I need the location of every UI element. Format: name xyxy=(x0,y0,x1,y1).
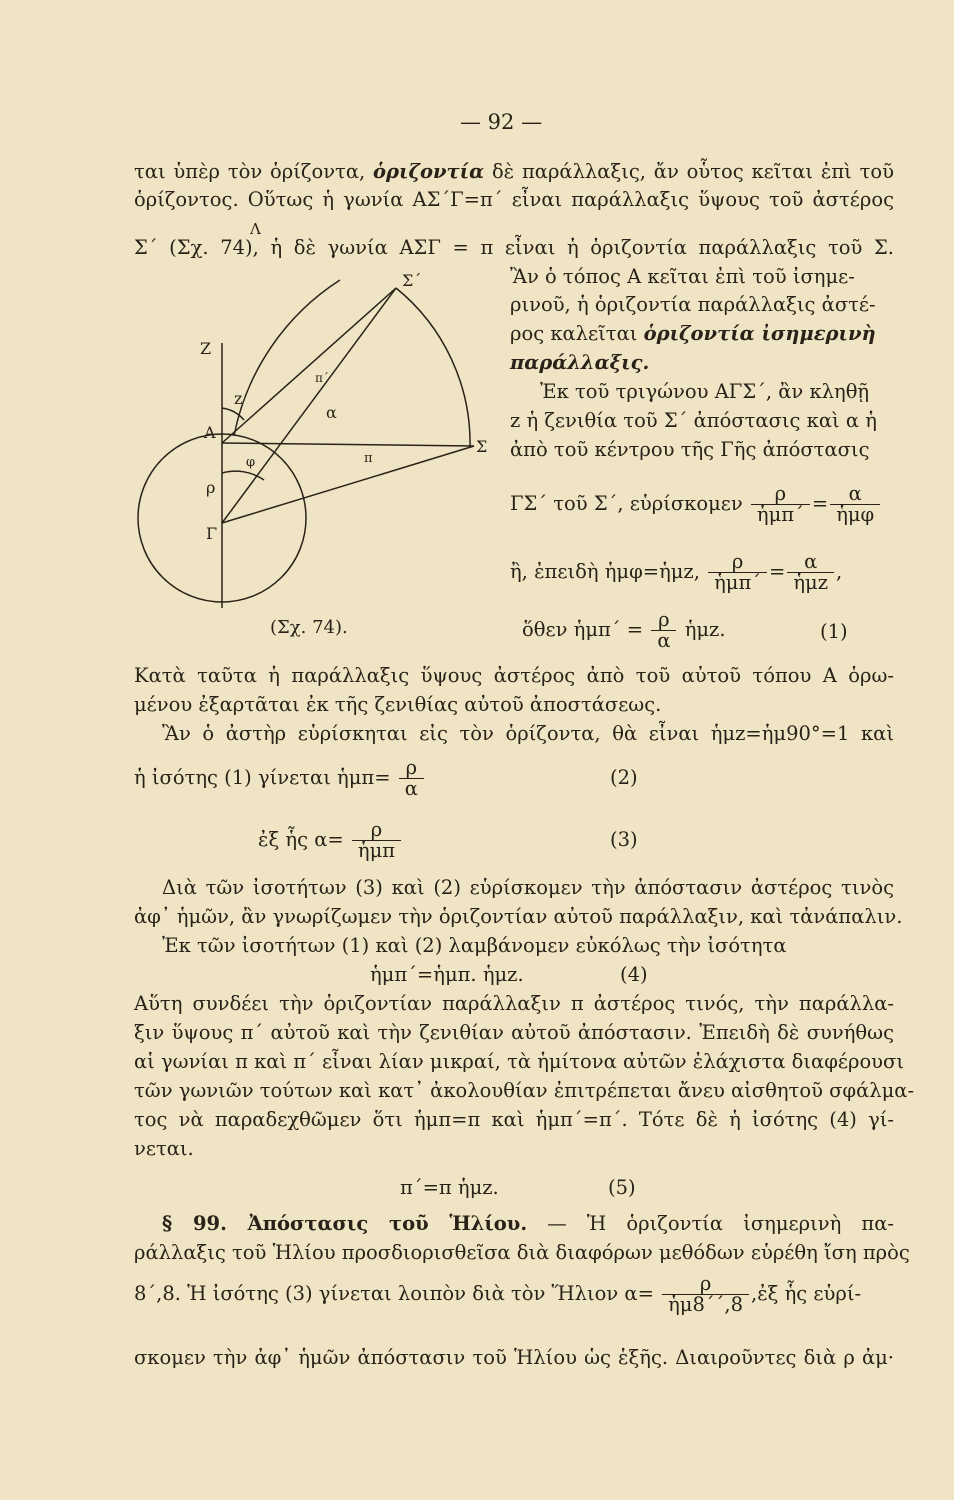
label-rho: ρ xyxy=(206,478,216,497)
right-line-6: ἀπὸ τοῦ κέντρου τῆς Γῆς ἀπόστασις xyxy=(510,438,870,461)
fraction: $\frac{\rho}{\text{ἡμπ}}$ xyxy=(352,820,401,861)
right-line-4b: Ἐκ τοῦ τριγώνου ΑΓΣ΄, ἂν κληθῇ xyxy=(540,380,870,403)
text-line-16: τῶν γωνιῶν τούτων καὶ κατ᾽ ἀκολουθίαν ἐπιτρέπεται ἄνευ αἰσθητοῦ σφάλμα- xyxy=(134,1079,915,1102)
right-line-4 xyxy=(510,351,649,375)
text-line-17: τος νὰ παραδεχθῶμεν ὅτι ἡμπ=π καὶ ἡμπ΄=π΄. Τότε δὲ ἡ ἰσότης (4) γί- xyxy=(134,1108,894,1131)
emphasis-term: ὁριζοντία ἰσημερινὴ xyxy=(643,322,876,345)
line-center-to-sigma xyxy=(222,446,474,523)
text-line-6: Ἂν ὁ ἀστὴρ εὑρίσκηται εἰς τὸν ὁρίζοντα, θὰ εἶναι ἡμz=ἡμ90°=1 καὶ xyxy=(162,722,894,745)
fraction: $\frac{\rho}{\alpha}$ xyxy=(651,610,676,651)
figure-caption: (Σχ. 74). xyxy=(270,617,348,638)
text-line-18: νεται. xyxy=(134,1137,194,1160)
label-gamma: Γ xyxy=(206,524,218,543)
angle-hat: Λ xyxy=(250,220,261,238)
fraction: $\frac{\rho}{\text{ἡμπ΄}}$ xyxy=(708,552,767,593)
formula-r8: ἢ, ἐπειδὴ ἡμφ=ἡμz, $\frac{\rho}{\text{ἡμπ΄}}$ = $\frac{\alpha}{\text{ἡμz}}$ , xyxy=(510,550,843,594)
label-pi: π xyxy=(364,451,373,466)
formula-r9: ὅθεν ἡμπ΄ = $\frac{\rho}{\alpha}$ ἡμz. xyxy=(522,608,726,652)
text-line-11: Ἐκ τῶν ἰσοτήτων (1) καὶ (2) λαμβάνομεν εὐκόλως τὴν ἰσότητα xyxy=(162,934,787,957)
section-title: § 99. Ἀπόστασις τοῦ Ἡλίου. xyxy=(162,1212,528,1235)
fraction: $\frac{\alpha}{\text{ἡμφ}}$ xyxy=(830,484,880,525)
arc-left xyxy=(234,280,340,436)
text-line-5: μένου ἐξαρτᾶται ἐκ τῆς ζενιθίας αὐτοῦ ἀποστάσεως. xyxy=(134,693,662,716)
label-A: Α xyxy=(204,423,216,442)
formula-3: ἐξ ἧς α= $\frac{\rho}{\text{ἡμπ}}$ xyxy=(258,820,403,861)
label-sigma-prime: Σ΄ xyxy=(402,271,422,290)
line-center-to-sigma-prime xyxy=(222,288,396,523)
label-phi: φ xyxy=(246,455,256,470)
emphasis-term: ὁριζοντία xyxy=(373,160,485,183)
equation-number-5: (5) xyxy=(608,1176,636,1199)
emphasis-term: παράλλαξις. xyxy=(510,351,650,374)
right-line-3: ρος καλεῖται ὁριζοντία ἰσημερινὴ xyxy=(510,322,876,345)
text-line-15: αἱ γωνίαι π καὶ π΄ εἶναι λίαν μικραί, τὰ ἡμίτονα αὐτῶν ἐλάχιστα διαφέρουσι xyxy=(134,1050,904,1073)
text-line-3: Σ΄ (Σχ. 74), ἡ δὲ γωνία ΑΣΓ = π εἶναι ἡ ὁριζοντία παράλλαξις τοῦ Σ. xyxy=(134,236,894,259)
line-A-to-sigma-prime xyxy=(222,288,396,443)
text-line-9: Διὰ τῶν ἰσοτήτων (3) καὶ (2) εὑρίσκομεν τὴν ἀπόστασιν ἀστέρος τινὸς xyxy=(162,876,894,899)
fraction: $\frac{\rho}{\text{ἡμπ΄}}$ xyxy=(751,484,810,525)
text-line-23: σκομεν τὴν ἀφ᾽ ἡμῶν ἀπόστασιν τοῦ Ἡλίου ὡς ἑξῆς. Διαιροῦντες διὰ ρ ἀμ· xyxy=(134,1346,894,1369)
equation-number-3: (3) xyxy=(610,828,638,851)
angle-phi-arc xyxy=(222,471,264,480)
right-line-2: ρινοῦ, ἡ ὁριζοντία παράλλαξις ἀστέ- xyxy=(510,293,876,316)
label-alpha: α xyxy=(326,403,337,422)
right-line-5: z ἡ ζενιθία τοῦ Σ΄ ἀπόστασις καὶ α ἡ xyxy=(510,409,877,432)
fraction: $\frac{\rho}{\alpha}$ xyxy=(399,758,424,799)
fraction: $\frac{\rho}{\text{ἡμ8΄΄,8}}$ xyxy=(662,1274,749,1315)
label-z: z xyxy=(234,389,243,408)
text-line-1: ται ὑπὲρ τὸν ὁρίζοντα, ὁριζοντία δὲ παράλλαξις, ἄν οὗτος κεῖται ἐπὶ τοῦ xyxy=(134,160,894,183)
arc-right xyxy=(396,288,470,448)
figure-74-diagram xyxy=(134,268,504,613)
text-line-14: ξιν ὕψους π΄ αὐτοῦ καὶ τὴν ζενιθίαν αὐτοῦ ἀπόστασιν. Ἐπειδὴ δὲ συνήθως xyxy=(134,1021,894,1044)
equation-number-4: (4) xyxy=(620,963,648,986)
equation-number-1: (1) xyxy=(820,620,848,643)
formula-2: ἡ ἰσότης (1) γίνεται ἡμπ= $\frac{\rho}{\alpha}$ xyxy=(134,758,426,799)
text-line-4: Κατὰ ταῦτα ἡ παράλλαξις ὕψους ἀστέρος ἀπὸ τοῦ αὐτοῦ τόπου Α ὁρω- xyxy=(134,664,894,687)
section-heading-line: § 99. Ἀπόστασις τοῦ Ἡλίου. — Ἡ ὁριζοντία ἰσημερινὴ πα- xyxy=(162,1212,894,1235)
line-A-to-sigma xyxy=(222,443,474,446)
page-number: — 92 — xyxy=(460,110,543,134)
label-Z: Z xyxy=(200,339,212,358)
formula-r7: ΓΣ΄ τοῦ Σ΄, εὑρίσκομεν $\frac{\rho}{\text{ἡμπ΄}}$ = $\frac{\alpha}{\text{ἡμφ}}$ xyxy=(510,484,882,525)
label-pi-prime: π΄ xyxy=(315,371,329,385)
label-sigma: Σ xyxy=(476,437,488,456)
text-line-2: ὁρίζοντος. Οὕτως ἡ γωνία ΑΣ΄Γ=π΄ εἶναι παράλλαξις ὕψους τοῦ ἀστέρος xyxy=(134,188,894,211)
text-line-10: ἀφ᾽ ἡμῶν, ἂν γνωρίζωμεν τὴν ὁριζοντίαν αὐτοῦ παράλλαξιν, καὶ τἀνάπαλιν. xyxy=(134,905,903,928)
right-line-1: Ἂν ὁ τόπος Α κεῖται ἐπὶ τοῦ ἰσημε- xyxy=(510,265,855,288)
equation-number-2: (2) xyxy=(610,766,638,789)
text-line-21: ράλλαξις τοῦ Ἡλίου προσδιορισθεῖσα διὰ διαφόρων μεθόδων εὑρέθη ἴση πρὸς xyxy=(134,1241,910,1264)
formula-5: π΄=π ἡμz. xyxy=(400,1176,499,1199)
text-line-13: Αὕτη συνδέει τὴν ὁριζοντίαν παράλλαξιν π ἀστέρος τινός, τὴν παράλλα- xyxy=(134,992,894,1015)
formula-sun-distance: 8΄,8. Ἡ ἰσότης (3) γίνεται λοιπὸν διὰ τὸν Ἥλιον α= $\frac{\rho}{\text{ἡμ8΄΄,8}}$ ,ἐξ ἧς εὑρί- xyxy=(134,1272,862,1316)
fraction: $\frac{\alpha}{\text{ἡμz}}$ xyxy=(787,552,834,593)
formula-4: ἡμπ΄=ἡμπ. ἡμz. xyxy=(370,963,524,986)
